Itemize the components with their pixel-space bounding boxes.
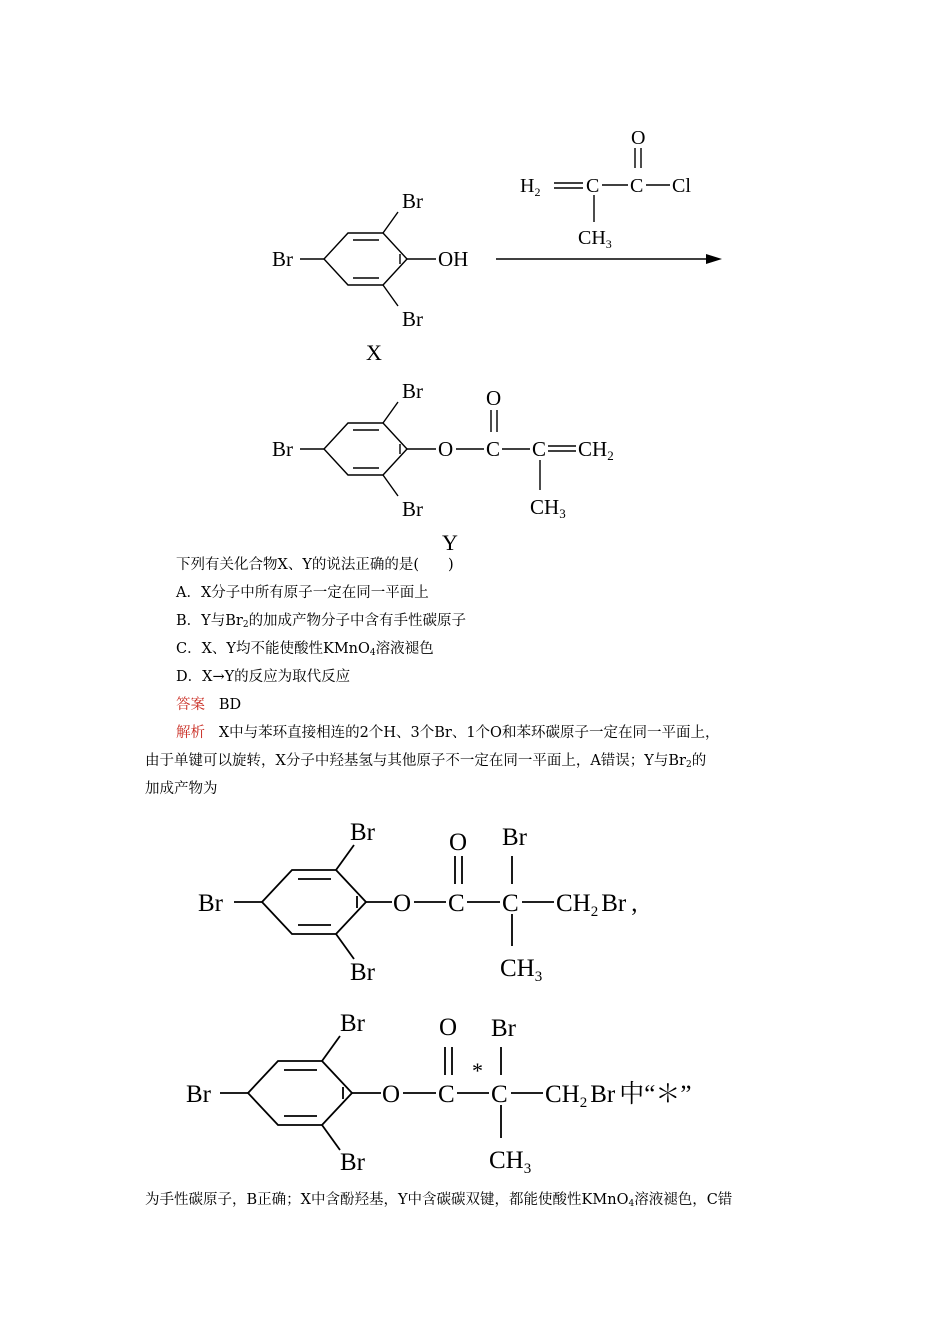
x-br-top: Br	[402, 189, 423, 213]
reagent-structure	[520, 127, 691, 251]
analysis-line-4: 为手性碳原子，B正确；X中含酚羟基，Y中含碳碳双键，都能使酸性KMnO$_4$溶液褪色，C错	[145, 1192, 733, 1209]
y-ch3-group: CH3	[530, 495, 566, 521]
x-oh-group: OH	[438, 247, 469, 271]
analysis-line-3: 加成产物为	[145, 781, 218, 797]
compound-x-structure	[272, 189, 468, 365]
x-br-bottom: Br	[402, 307, 423, 331]
option-c: C．X、Y均不能使酸性KMnO$_4$溶液褪色	[176, 641, 434, 658]
analysis-line-1: 解析 X中与苯环直接相连的2个H、3个Br、1个O和苯环碳原子一定在同一平面上，	[176, 725, 720, 741]
p1-br-top: Br	[350, 819, 375, 846]
p2-ch3-group: $CH_3$	[489, 1147, 532, 1177]
p1-c-carbonyl: C	[448, 890, 465, 917]
p2-chiral-star: *	[472, 1058, 483, 1083]
p1-br-bottom: Br	[350, 959, 375, 986]
reagent-c2: C	[630, 175, 644, 197]
p2-benzene-ring	[248, 1061, 352, 1125]
y-benzene-ring	[324, 423, 407, 475]
option-d: D．X→Y的反应为取代反应	[176, 669, 351, 685]
reaction-arrow	[496, 254, 722, 264]
p1-o-link: O	[393, 890, 412, 917]
y-o-link: O	[438, 437, 454, 461]
question-stem: 下列有关化合物X、Y的说法正确的是( )	[176, 557, 454, 573]
p1-ch3-group: $CH_3$	[500, 955, 543, 985]
product-2-structure	[186, 1010, 691, 1177]
y-c-alpha: C	[532, 437, 547, 461]
x-benzene-ring	[324, 233, 407, 285]
reagent-c1: C	[586, 175, 600, 197]
reagent-o: O	[631, 127, 646, 149]
answer-value: BD	[218, 697, 242, 713]
p1-benzene-ring	[262, 870, 366, 934]
p2-br-bottom: Br	[340, 1149, 365, 1176]
y-c-carbonyl: C	[486, 437, 501, 461]
answer-label: 答案	[176, 697, 205, 713]
y-o-carbonyl: O	[486, 386, 502, 410]
answer-line	[176, 695, 950, 715]
analysis-label: 解析	[176, 725, 205, 741]
p2-br-top: Br	[340, 1010, 365, 1037]
p1-o-carbonyl: O	[449, 829, 468, 856]
analysis-line-2: 由于单键可以旋转，X分子中羟基氢与其他原子不一定在同一平面上，A错误；Y与$Br_2$的	[145, 753, 707, 770]
product-1-structure	[198, 819, 637, 986]
y-br-left: Br	[272, 437, 293, 461]
y-label: Y	[442, 530, 458, 555]
y-ch2-group: CH2	[578, 437, 614, 463]
reagent-h2-text: $H_2$	[520, 175, 541, 199]
reaction-scheme	[0, 0, 950, 560]
p2-o-link: O	[382, 1081, 401, 1108]
p2-ch2br-group: $CH_2$ Br 中“＊”	[545, 1081, 692, 1111]
p2-br-alpha: Br	[491, 1015, 516, 1042]
y-br-bottom: Br	[402, 497, 423, 521]
p1-br-left: Br	[198, 890, 223, 917]
x-label: X	[366, 340, 382, 365]
option-a: A．X分子中所有原子一定在同一平面上	[176, 585, 429, 601]
x-br-left: Br	[272, 247, 293, 271]
reagent-ch3: $CH_3$	[578, 227, 612, 251]
reagent-cl: Cl	[672, 175, 691, 197]
p2-br-left: Br	[186, 1081, 211, 1108]
p1-br-alpha: Br	[502, 824, 527, 851]
p1-ch2br-group: $CH_2$ Br ,	[556, 890, 638, 920]
p2-c-alpha: C	[491, 1081, 508, 1108]
y-br-top: Br	[402, 379, 423, 403]
p2-o-carbonyl: O	[439, 1014, 458, 1041]
option-b: B．Y与$Br_2$的加成产物分子中含有手性碳原子	[176, 613, 467, 630]
compound-y-structure	[272, 379, 614, 555]
p1-c-alpha: C	[502, 890, 519, 917]
arrow-head-icon	[706, 254, 722, 264]
p2-c-carbonyl: C	[438, 1081, 455, 1108]
